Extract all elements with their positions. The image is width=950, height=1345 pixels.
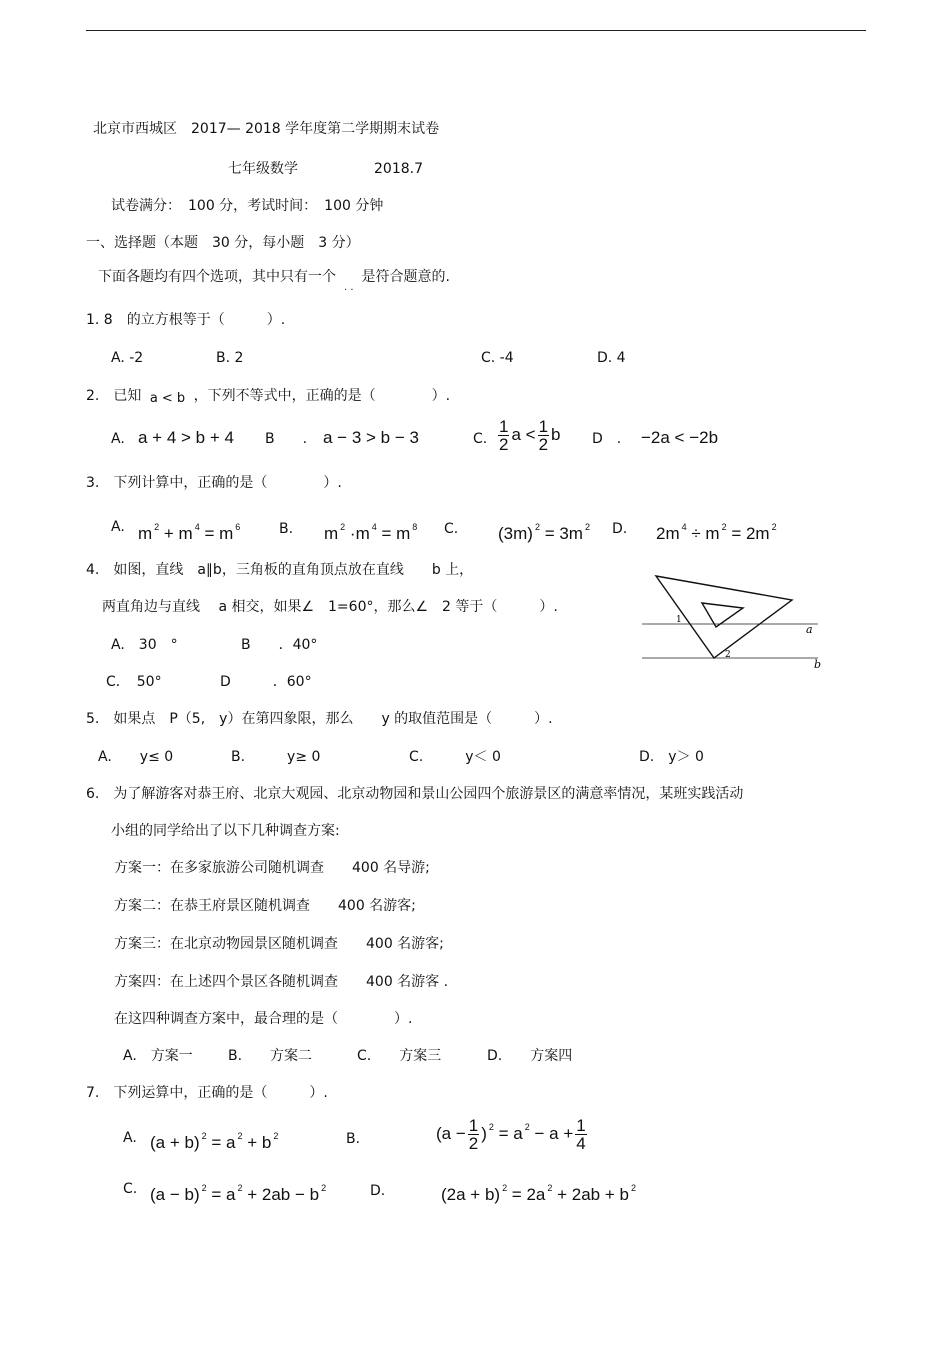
- line-a-label: a: [806, 623, 813, 636]
- fraction-denominator: 2: [468, 1134, 479, 1154]
- exponent: 2: [321, 1183, 327, 1193]
- exponent: 2: [502, 1183, 508, 1193]
- exponent: 2: [534, 522, 540, 532]
- exponent: 2: [721, 522, 727, 532]
- term: + b: [242, 1133, 272, 1152]
- exponent: 2: [201, 1183, 207, 1193]
- term: + 2ab − b: [242, 1185, 320, 1204]
- q3-label-b: B.: [279, 521, 294, 537]
- exam-title: 北京市西城区 2017— 2018 学年度第二学期期末试卷: [93, 121, 440, 137]
- exponent: 2: [237, 1131, 243, 1141]
- q3-label-a: A.: [111, 519, 125, 535]
- q6-option-c: C. 方案三: [357, 1048, 442, 1064]
- q2-option-a: a + 4 > b + 4: [138, 428, 234, 447]
- fraction-numerator: 1: [468, 1116, 479, 1136]
- q3-option-d: [656, 517, 777, 544]
- term: = a: [206, 1133, 236, 1152]
- q1-option-b: B. 2: [216, 350, 244, 366]
- fraction-denominator: 2: [499, 435, 509, 454]
- top-rule: [86, 30, 866, 31]
- section-heading: 一、选择题（本题 30 分，每小题 3 分）: [86, 235, 360, 251]
- term: ·m: [345, 524, 370, 543]
- q7-option-c: [150, 1178, 326, 1205]
- q6-question: 在这四种调查方案中，最合理的是（ ）.: [114, 1011, 413, 1027]
- q7-option-a: [150, 1126, 278, 1153]
- fraction: [575, 1117, 586, 1152]
- q2-stem-a: 2. 已知: [86, 388, 142, 404]
- q6-plan-3: 方案三：在北京动物园景区随机调查 400 名游客;: [114, 936, 444, 952]
- exponent: 4: [371, 522, 377, 532]
- q2-label-c: C.: [473, 431, 488, 447]
- q6-stem-line1: 6. 为了解游客对恭王府、北京大观园、北京动物园和景山公园四个旅游景区的满意率情况，某班实践活动: [86, 786, 744, 802]
- term: = 2a: [507, 1185, 546, 1204]
- q2-label-d: D .: [592, 431, 622, 447]
- term: ): [481, 1124, 487, 1143]
- term: + m: [159, 524, 193, 543]
- q5-option-a: A. y≤ 0: [98, 749, 174, 765]
- term: (a + b): [150, 1133, 200, 1152]
- exponent: 2: [237, 1183, 243, 1193]
- fraction-numerator: 1: [499, 417, 509, 436]
- q6-option-d: D. 方案四: [487, 1048, 573, 1064]
- q2-label-b: B .: [265, 431, 308, 447]
- angle-2-label: 2: [725, 650, 731, 660]
- exponent: 8: [412, 522, 418, 532]
- term: 2m: [656, 524, 680, 543]
- q6-plan-1: 方案一：在多家旅游公司随机调查 400 名导游;: [114, 860, 430, 876]
- q2-option-c: [496, 418, 561, 453]
- exponent: 2: [273, 1131, 279, 1141]
- q4-option-a: A. 30 °: [111, 637, 178, 653]
- q4-stem-line2: 两直角边与直线 a 相交，如果∠ 1=60°，那么∠ 2 等于（ ）.: [102, 599, 558, 615]
- fraction: [468, 1117, 479, 1152]
- fraction: [498, 418, 509, 453]
- q4-stem-line1: 4. 如图，直线 a∥b，三角板的直角顶点放在直线 b 上，: [86, 562, 474, 578]
- exponent: 2: [547, 1183, 553, 1193]
- exam-subject: 七年级数学: [228, 161, 298, 177]
- q4-option-c: C． 50°: [106, 674, 162, 690]
- q1-option-c: C. -4: [481, 350, 514, 366]
- term: − a +: [529, 1124, 574, 1143]
- q1-option-a: A. -2: [111, 350, 144, 366]
- q4-option-d: D ．60°: [220, 674, 312, 690]
- term: = m: [376, 524, 411, 543]
- section-instruction: [98, 268, 450, 293]
- term: + 2ab + b: [552, 1185, 629, 1204]
- exponent: 6: [235, 522, 241, 532]
- set-square-inner: [702, 603, 743, 627]
- q7-option-b: [436, 1117, 589, 1152]
- q3-option-b: [324, 517, 417, 544]
- term: = m: [199, 524, 234, 543]
- q4-option-b: B ．40°: [241, 637, 318, 653]
- exam-date: 2018.7: [374, 161, 423, 177]
- q2-option-b: a − 3 > b − 3: [323, 428, 419, 447]
- term: (2a + b): [441, 1185, 501, 1204]
- q2-condition: a < b: [149, 391, 186, 406]
- emphasis-dots: . .: [344, 282, 354, 293]
- term: (a −: [436, 1124, 466, 1143]
- instruction-text-b: 是符合题意的.: [361, 269, 450, 285]
- q2-label-a: A.: [111, 431, 125, 447]
- fraction-denominator: 2: [538, 435, 549, 454]
- q3-label-d: D.: [612, 521, 628, 537]
- q3-stem: 3. 下列计算中，正确的是（ ）.: [86, 475, 342, 491]
- q1-option-d: D. 4: [597, 350, 626, 366]
- q3-option-a: [138, 517, 240, 544]
- q2-c-right: b: [551, 424, 561, 444]
- exponent: 2: [154, 522, 160, 532]
- term: ÷ m: [686, 524, 720, 543]
- exponent: 4: [681, 522, 687, 532]
- q7-label-b: B.: [346, 1131, 361, 1147]
- term: = 2m: [726, 524, 770, 543]
- fraction: [538, 418, 549, 453]
- q5-option-b: B. y≥ 0: [231, 749, 321, 765]
- term: = 3m: [539, 524, 583, 543]
- q5-option-c: C. y＜ 0: [409, 749, 501, 765]
- exponent: 2: [584, 522, 590, 532]
- fraction-denominator: 4: [576, 1134, 586, 1154]
- q6-plan-4: 方案四：在上述四个景区各随机调查 400 名游客 .: [114, 974, 449, 990]
- q3-label-c: C.: [444, 521, 459, 537]
- term: (3m): [498, 524, 533, 543]
- q6-option-b: B. 方案二: [228, 1048, 313, 1064]
- term: = a: [206, 1185, 236, 1204]
- exponent: 2: [771, 522, 777, 532]
- exponent: 2: [201, 1131, 207, 1141]
- q2-stem-b: ，下列不等式中，正确的是（ ）.: [193, 388, 451, 404]
- q6-plan-2: 方案二：在恭王府景区随机调查 400 名游客;: [114, 898, 416, 914]
- term: m: [138, 524, 153, 543]
- angle-1-label: 1: [676, 615, 682, 625]
- exam-info: 试卷满分： 100 分，考试时间： 100 分钟: [111, 198, 384, 214]
- term: = a: [493, 1124, 523, 1143]
- q6-stem-line2: 小组的同学给出了以下几种调查方案:: [111, 823, 340, 839]
- q1-stem: 1. 8 的立方根等于（ ）.: [86, 312, 286, 328]
- fraction-numerator: 1: [538, 417, 549, 436]
- q7-option-d: [441, 1178, 636, 1205]
- exponent: 2: [488, 1122, 494, 1132]
- q5-stem: 5. 如果点 P（5, y）在第四象限，那么 y 的取值范围是（ ）.: [86, 711, 553, 727]
- exponent: 2: [524, 1122, 530, 1132]
- exponent: 2: [630, 1183, 636, 1193]
- q7-label-a: A.: [123, 1130, 137, 1146]
- q5-option-d: D. y＞ 0: [639, 749, 704, 765]
- triangle-ruler-figure: [640, 570, 830, 675]
- term: m: [324, 524, 339, 543]
- q2-stem: [86, 387, 450, 406]
- term: (a − b): [150, 1185, 200, 1204]
- q3-option-c: [498, 517, 590, 544]
- exponent: 4: [194, 522, 200, 532]
- q7-label-d: D.: [370, 1183, 386, 1199]
- q2-c-left: a <: [511, 424, 536, 444]
- q7-stem: 7. 下列运算中，正确的是（ ）.: [86, 1085, 328, 1101]
- instruction-text-a: 下面各题均有四个选项，其中只有一个: [98, 269, 336, 285]
- q6-option-a: A. 方案一: [123, 1048, 193, 1064]
- q7-label-c: C.: [123, 1181, 138, 1197]
- exponent: 2: [340, 522, 346, 532]
- q2-option-d: −2a < −2b: [641, 428, 719, 447]
- fraction-numerator: 1: [576, 1116, 586, 1136]
- line-b-label: b: [814, 658, 822, 671]
